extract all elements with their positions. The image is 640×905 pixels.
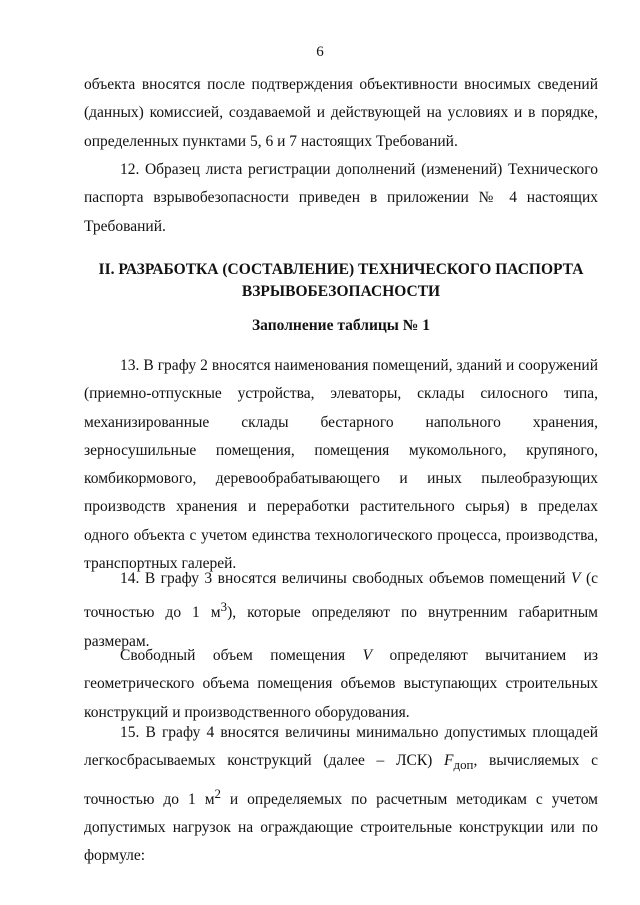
paragraph-free-volume (84, 642, 598, 727)
area-variable: F (444, 752, 454, 770)
section-heading-line1: II. РАЗРАБОТКА (СОСТАВЛЕНИЕ) ТЕХНИЧЕСКОГО ПАСПОРТА (98, 261, 584, 278)
paragraph-free-volume-end: определяют вычитанием из геометрического объема помещения объемов выступающих строительных конструкций и производственного оборудования. (84, 647, 598, 721)
paragraph-15-text-end: и определяемых по расчетным методикам с учетом допустимых нагрузок на ограждающие строительные конструкции или по формуле: (84, 790, 598, 865)
paragraph-13: 13. В графу 2 вносятся наименования помещений, зданий и сооружений (приемно-отпускные устройства, элеваторы, склады силосного типа, механизированные склады бестарного напольного хранения, зерносушильные помещения, помещения мукомольного, крупяного, комбикормового, деревообрабатывающего и иных пылеобразующих производств хранения и переработки растительного сырья) в пределах одного объекта с учетом единства технологического процесса, производства, транспортных галерей. (84, 357, 598, 573)
page-number: 6 (316, 44, 324, 60)
section-heading (84, 259, 598, 303)
paragraph-14-text-end: ), которые определяют по внутренним габаритным размерам. (84, 604, 598, 650)
volume-variable: V (571, 570, 581, 587)
cubic-superscript: 3 (220, 599, 228, 615)
free-volume-variable: V (362, 647, 373, 664)
paragraph-12: 12. Образец листа регистрации дополнений (изменений) Технического паспорта взрывобезопасности приведен в приложении № 4 настоящих Требований. (84, 161, 598, 235)
paragraph-free-volume-start: Свободный объем помещения (120, 647, 363, 664)
section-heading-line2: ВЗРЫВОБЕЗОПАСНОСТИ (241, 283, 441, 300)
paragraph-15-text-mid: , вычисляемых с точностью до 1 м (84, 752, 598, 808)
paragraph-continuation: объекта вносятся после подтверждения объективности вносимых сведений (данных) комиссией, создаваемой и действующей на условиях и в порядке, определенных пунктами 5, 6 и 7 настоящих Требований. (84, 76, 598, 150)
paragraph-14-text-mid: (с точностью до 1 м (84, 570, 598, 622)
square-superscript: 2 (214, 785, 221, 801)
paragraph-15 (84, 719, 598, 871)
paragraph-14-text-start: 14. В графу 3 вносятся величины свободных объемов помещений (120, 570, 572, 587)
area-subscript: доп (453, 757, 474, 773)
subheading: Заполнение таблицы № 1 (252, 317, 430, 334)
paragraph-15-text-start: 15. В графу 4 вносятся величины минимально допустимых площадей легкосбрасываемых конструкций (далее – ЛСК) (84, 724, 598, 770)
